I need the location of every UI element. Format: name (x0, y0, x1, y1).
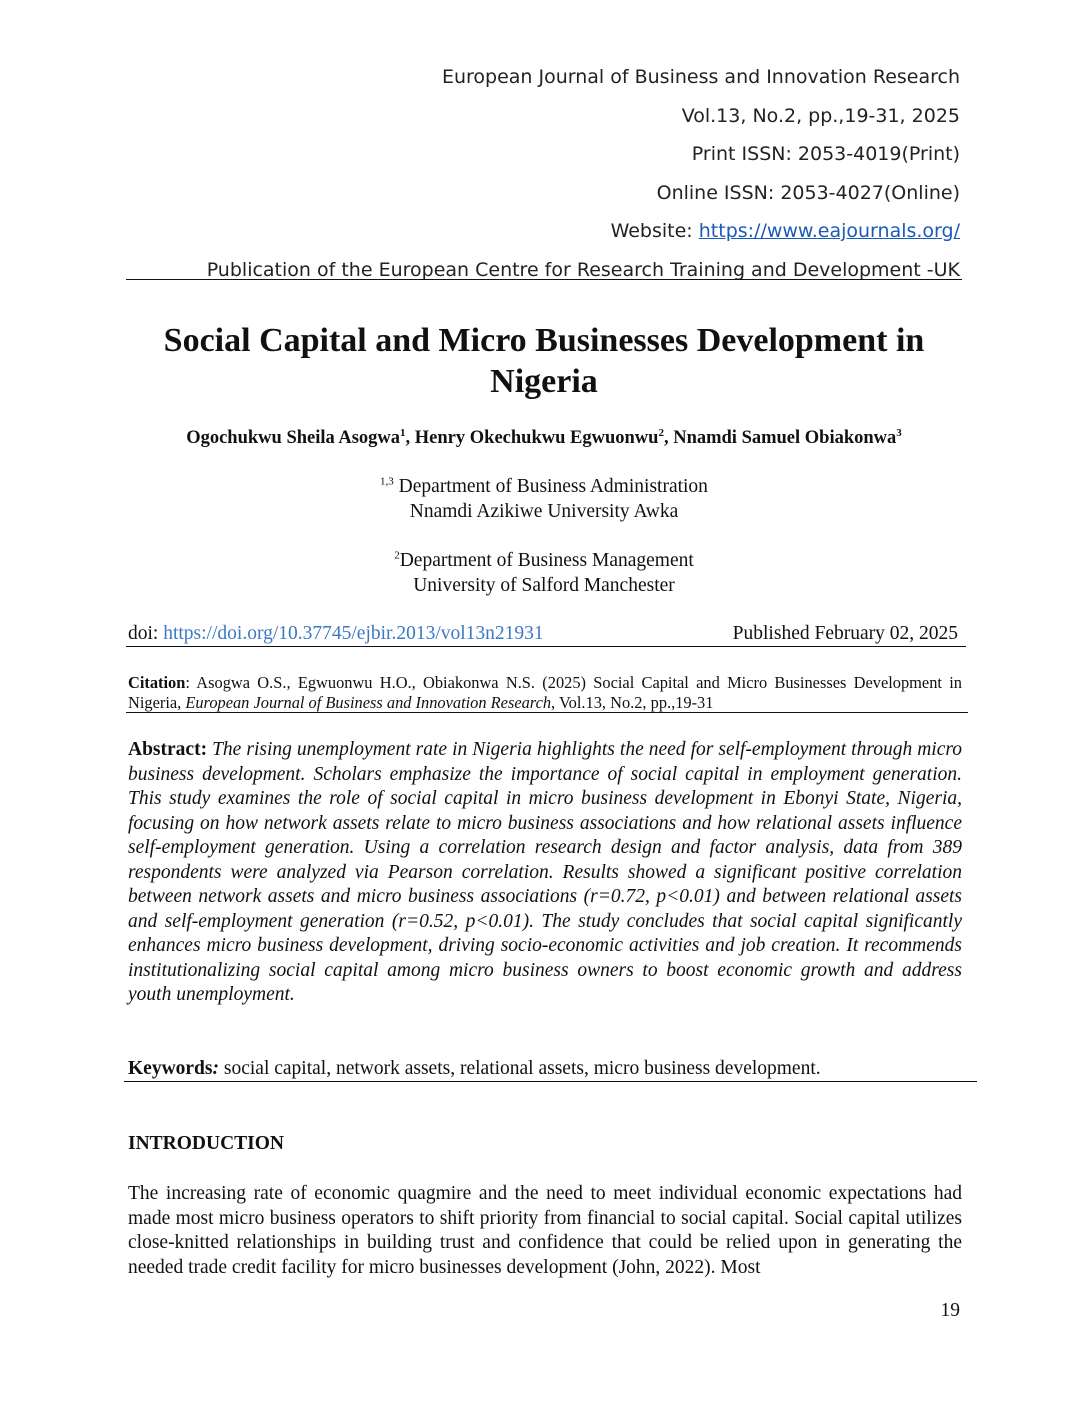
affiliation-mark: 2 (394, 549, 400, 562)
website-line (126, 216, 960, 255)
publisher-line: Publication of the European Centre for Research Training and Development -UK (206, 258, 960, 281)
keywords (128, 1057, 978, 1081)
print-issn: Print ISSN: 2053-4019(Print) (691, 143, 960, 165)
doi-label: doi: (128, 623, 164, 644)
volume-info: Vol.13, No.2, pp.,19-31, 2025 (681, 104, 960, 127)
citation (128, 673, 962, 712)
introduction-paragraph: The increasing rate of economic quagmire and the need to meet individual economic expectations had made most micro business operators to shift priority from financial to social capital. Social capital utilizes close-knitted relationships in building trust and confidence that could be relied upon in generating the needed trade credit facility for micro businesses development (John, 2022). Most (128, 1183, 962, 1278)
published-date: Published February 02, 2025 (732, 623, 958, 644)
author-affiliation-mark: 1 (400, 426, 406, 439)
author-name: Ogochukwu Sheila Asogwa (186, 428, 401, 448)
journal-name: European Journal of Business and Innovation Research (441, 66, 960, 88)
doi-divider (126, 646, 966, 647)
affiliation-department: Department of Business Administration (393, 476, 708, 497)
doi-link[interactable]: https://doi.org/10.37745/ejbir.2013/vol13n21931 (163, 623, 544, 644)
title-line-1: Social Capital and Micro Businesses Development in (163, 322, 925, 359)
section-heading-introduction: INTRODUCTION (128, 1133, 285, 1154)
keywords-divider (124, 1081, 977, 1082)
title-line-2: Nigeria (490, 363, 598, 400)
affiliation-institution: Nnamdi Azikiwe University Awka (409, 500, 679, 522)
keywords-text: social capital, network assets, relational assets, micro business development. (219, 1058, 821, 1079)
citation-label: Citation (128, 673, 186, 692)
author-separator: , (405, 428, 415, 448)
citation-pages: , Vol.13, No.2, pp.,19-31 (551, 692, 714, 712)
abstract (128, 738, 962, 1008)
doi-row (128, 622, 964, 646)
keywords-colon: : (212, 1058, 219, 1079)
author-list (100, 428, 988, 449)
affiliation-department: Department of Business Management (399, 550, 694, 571)
citation-journal: European Journal of Business and Innovation Research (185, 692, 552, 712)
website-label: Website: (610, 220, 699, 242)
abstract-label: Abstract: (128, 739, 208, 760)
keywords-label: Keywords (128, 1058, 213, 1079)
online-issn: Online ISSN: 2053-4027(Online) (656, 181, 960, 204)
abstract-text: The rising unemployment rate in Nigeria highlights the need for self-employment through micro business development. Scholars emphasize the importance of social capital in employment generation. This study examines the role of social capital in micro business development in Ebonyi State, Nigeria, focusing on how network assets relate to micro business associations and how relational assets influence self-employment generation. Using a correlation research design and factor analysis, data from 389 respondents were analyzed via Pearson correlation. Results showed a significant positive correlation between network assets and micro business associations (r=0.72, p<0.01) and between relational assets and self-employment generation (r=0.52, p<0.01). The study concludes that social capital significantly enhances micro business development, driving socio-economic activities and job creation. It recommends institutionalizing social capital among micro business owners to boost economic growth and address youth unemployment. (128, 739, 962, 1005)
affiliation-mark: 1,3 (380, 475, 394, 488)
author-affiliation-mark: 2 (658, 426, 664, 439)
page-number: 19 (940, 1300, 960, 1321)
affiliation-2 (126, 549, 962, 598)
author-separator: , (663, 428, 674, 448)
author-name: Henry Okechukwu Egwuonwu (414, 428, 659, 448)
affiliation-1 (126, 475, 962, 524)
paper-title (126, 320, 962, 402)
citation-divider (126, 712, 968, 713)
header-divider (126, 279, 962, 280)
author-affiliation-mark: 3 (896, 426, 902, 439)
citation-text: : Asogwa O.S., Egwuonwu H.O., Obiakonwa N.S. (2025) Social Capital and Micro Businesses Development in Nigeria, (128, 673, 962, 712)
affiliation-institution: University of Salford Manchester (413, 574, 675, 596)
author-name: Nnamdi Samuel Obiakonwa (673, 428, 897, 448)
journal-header (126, 62, 960, 293)
website-link[interactable]: https://www.eajournals.org/ (698, 220, 960, 242)
